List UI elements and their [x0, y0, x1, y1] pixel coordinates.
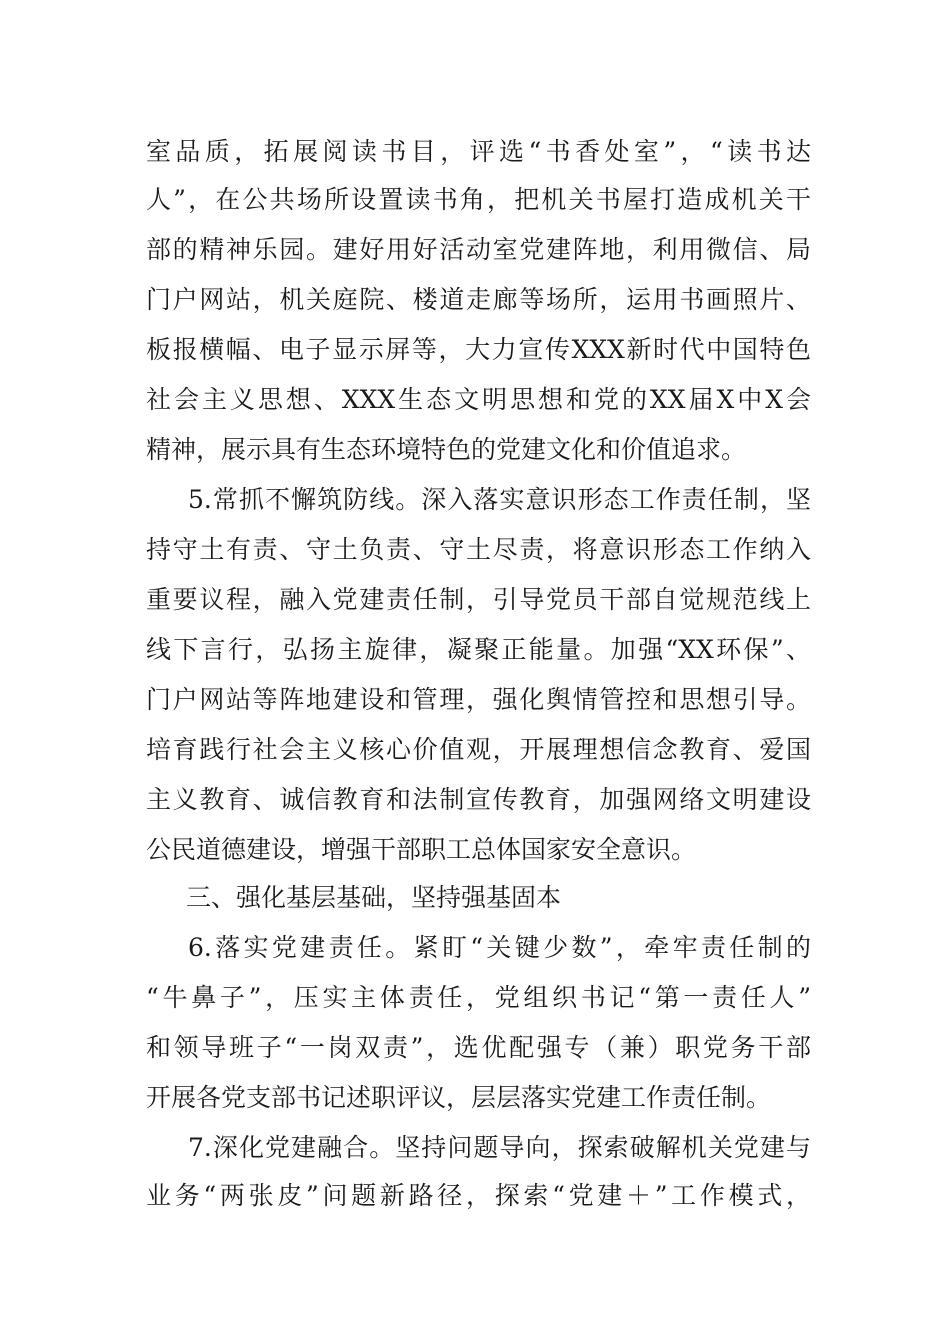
text-line-15: 公民道德建设，增强干部职工总体国家安全意识。 — [146, 835, 697, 864]
text-line-12: 门户网站等阵地建设和管理，强化舆情管控和思想引导。 — [146, 685, 811, 714]
text-line-4: 门户网站，机关庭院、楼道走廊等场所，运用书画照片、 — [146, 285, 811, 314]
text-line-22: 业务“两张皮”问题新路径，探索“党建＋”工作模式， — [146, 1181, 811, 1210]
text-line-10: 重要议程，融入党建责任制，引导党员干部自觉规范线上 — [146, 585, 811, 614]
text-line-3: 部的精神乐园。建好用好活动室党建阵地，利用微信、局 — [146, 235, 811, 264]
text-line-14: 主义教育、诚信教育和法制宣传教育，加强网络文明建设 — [146, 785, 811, 814]
text-line-21: 7.深化党建融合。坚持问题导向，探索破解机关党建与 — [188, 1133, 811, 1162]
text-line-17: 6.落实党建责任。紧盯“关键少数”，牵牢责任制的 — [188, 933, 811, 962]
text-line-2: 人”，在公共场所设置读书角，把机关书屋打造成机关干 — [146, 185, 811, 214]
text-line-20: 开展各党支部书记述职评议，层层落实党建工作责任制。 — [146, 1083, 772, 1112]
text-line-1: 室品质，拓展阅读书目，评选“书香处室”，“读书达 — [146, 137, 811, 166]
text-line-6: 社会主义思想、XXX生态文明思想和党的XX届X中X会 — [146, 385, 811, 414]
text-line-5: 板报横幅、电子显示屏等，大力宣传XXX新时代中国特色 — [146, 335, 811, 364]
text-line-13: 培育践行社会主义核心价值观，开展理想信念教育、爱国 — [146, 735, 811, 764]
text-line-11: 线下言行，弘扬主旋律，凝聚正能量。加强“XX环保”、 — [146, 635, 811, 664]
text-line-19: 和领导班子“一岗双责”，选优配强专（兼）职党务干部 — [146, 1033, 811, 1062]
text-line-18: “牛鼻子”，压实主体责任，党组织书记“第一责任人” — [146, 983, 811, 1012]
section-heading: 三、强化基层基础，坚持强基固本 — [186, 883, 562, 912]
text-line-8: 5.常抓不懈筑防线。深入落实意识形态工作责任制，坚 — [188, 485, 811, 514]
text-line-9: 持守土有责、守土负责、守土尽责，将意识形态工作纳入 — [146, 535, 811, 564]
text-line-7: 精神，展示具有生态环境特色的党建文化和价值追求。 — [146, 435, 747, 464]
